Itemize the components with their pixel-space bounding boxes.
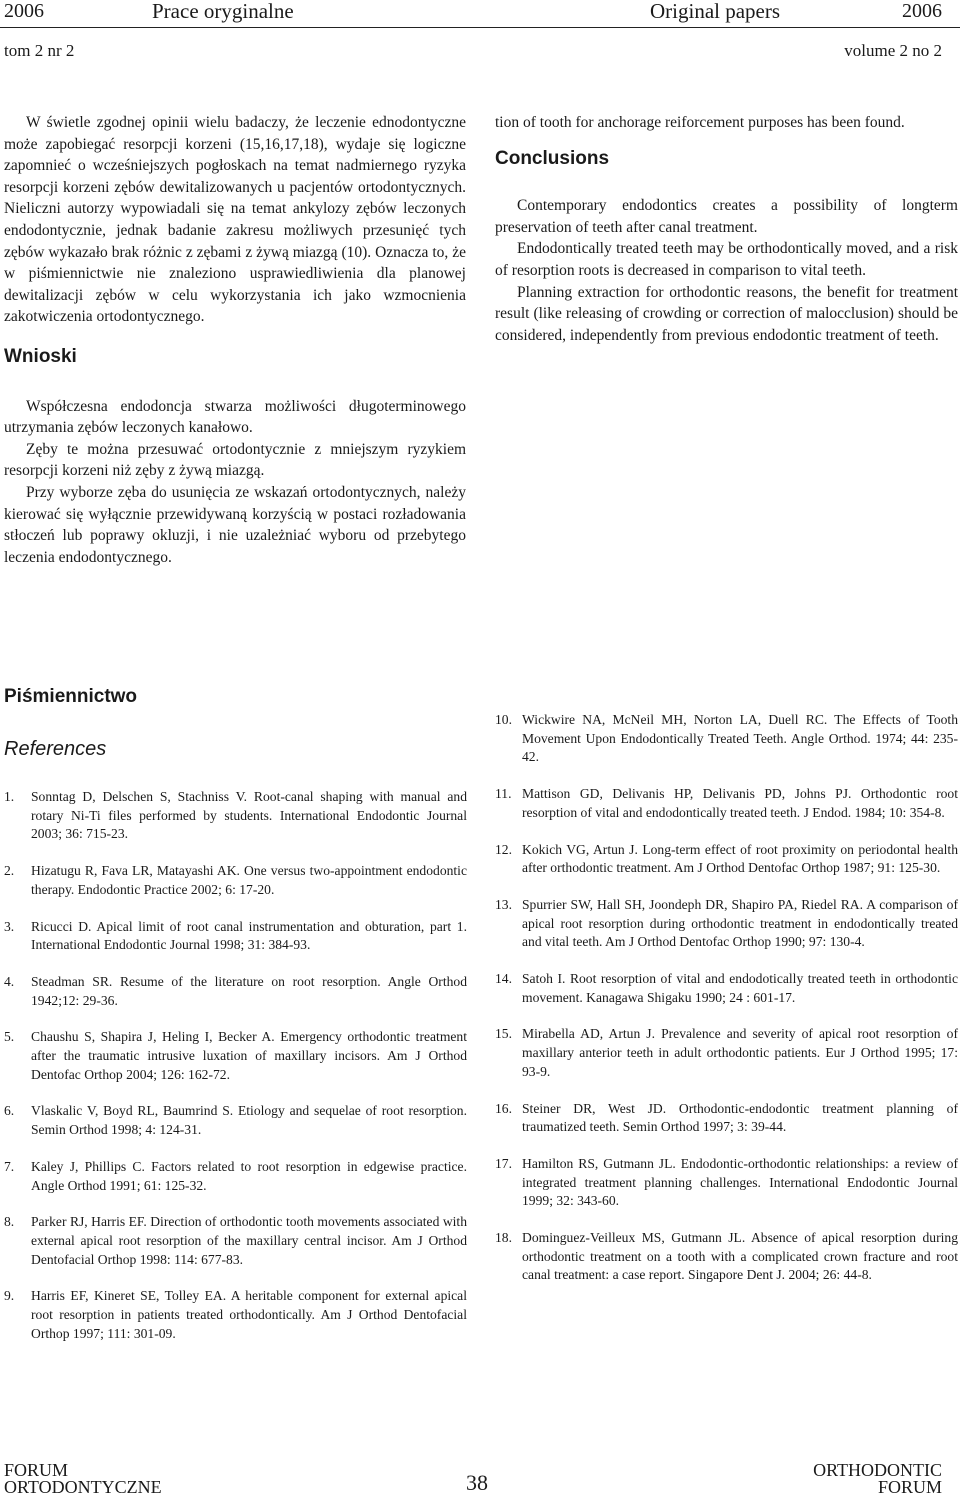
conclusion-1-pl: Współczesna endodoncja stwarza możliwości długoterminowego utrzymania zębów leczonych kanałowo. [4, 397, 466, 437]
reference-item [495, 785, 958, 822]
reference-text: Vlaskalic V, Boyd RL, Baumrind S. Etiology and sequelae of root resorption. Semin Orthod 1998; 4: 124-31. [31, 1103, 467, 1138]
reference-text: Chaushu S, Shapira J, Heling I, Becker A. Emergency orthodontic treatment after the traumatic intrusive luxation of maxillary incisors. Am J Orthod Dentofac Orthop 2004; 126: 162-72. [31, 1029, 467, 1082]
reference-item [495, 896, 958, 952]
reference-item [495, 711, 958, 767]
discussion-paragraph-en: tion of tooth for anchorage reiforcement purposes has been found. [495, 114, 905, 131]
conclusion-3-pl: Przy wyborze zęba do usunięcia ze wskazań ortodontycznych, należy kierować się wyłącznie przewidywaną korzyścią w postaci rozładowania stłoczeń lub poprawy okluzji, i nie uzależniać wyboru od przebytego leczenia endodontycznego. [4, 483, 466, 566]
right-column [495, 112, 958, 346]
page-number: 38 [466, 1470, 488, 1495]
footer-pl-line2: ORTODONTYCZNE [4, 1477, 162, 1497]
reference-text: Hizatugu R, Fava LR, Matayashi AK. One versus two-appointment endodontic therapy. Endodontic Practice 2002; 6: 17-20. [31, 863, 467, 897]
reference-text: Kokich VG, Artun J. Long-term effect of root proximity on periodontal health after orthodontic treatment. Am J Orthod Dentofac Orthop 1987; 91: 125-30. [522, 841, 958, 876]
reference-text: Satoh I. Root resorption of vital and endodotically treated teeth in orthodontic movement. Kanagawa Shigaku 1990; 24 : 601-17. [522, 971, 958, 1005]
footer-en-line1: ORTHODONTIC [813, 1460, 942, 1480]
reference-item [4, 862, 467, 899]
reference-number: 8. [4, 1214, 15, 1230]
reference-item [4, 1102, 467, 1139]
reference-item [4, 918, 467, 955]
reference-text: Sonntag D, Delschen S, Stachniss V. Root-canal shaping with manual and rotary Ni-Ti files performed by students. International Endodontic Journal 2003; 36: 715-23. [31, 789, 467, 842]
footer-journal-pl [4, 1462, 162, 1496]
reference-number: 7. [4, 1158, 15, 1174]
reference-item [495, 1229, 958, 1285]
reference-number: 10. [495, 712, 512, 727]
reference-number: 3. [4, 918, 15, 934]
reference-number: 2. [4, 863, 15, 879]
journal-section-en: Original papers [650, 0, 781, 23]
reference-item [4, 1213, 467, 1269]
reference-item [4, 973, 467, 1010]
header-year-left: 2006 [4, 0, 44, 22]
reference-text: Kaley J, Phillips C. Factors related to root resorption in edgewise practice. Angle Orthod 1991; 61: 125-32. [31, 1158, 467, 1193]
header-year-right: 2006 [902, 0, 942, 22]
issue-pl: tom 2 nr 2 [4, 41, 75, 60]
reference-number: 9. [4, 1288, 15, 1304]
conclusion-3-en: Planning extraction for orthodontic reasons, the benefit for treatment result (like releasing of crowding or correction of malocclusion) should be considered, independently from previous endodontic treatment of teeth. [495, 283, 958, 344]
reference-item [495, 1100, 958, 1137]
references-list-left [4, 788, 467, 1361]
journal-section-pl: Prace oryginalne [152, 0, 294, 23]
reference-text: Harris EF, Kineret SE, Tolley EA. A heritable component for external apical root resorption in patients treated orthodontically. Am J Orthod Dentofacial Orthop 1997; 111: 301-09. [31, 1288, 467, 1341]
left-column [4, 112, 466, 568]
reference-item [495, 970, 958, 1007]
reference-text: Dominguez-Veilleux MS, Gutmann JL. Absence of apical resorption during orthodontic treatment on a tooth with a complicated crown fracture and root canal treatment: a case report. Singapore Dent J. 2004; 26: 44-8. [522, 1230, 958, 1283]
reference-number: 1. [4, 789, 15, 804]
conclusion-1-en: Contemporary endodontics creates a possibility of longterm preservation of teeth after canal treatment. [495, 197, 958, 236]
reference-number: 6. [4, 1103, 15, 1119]
reference-item [495, 1155, 958, 1211]
references-heading-pl: Piśmiennictwo [4, 686, 138, 707]
conclusion-2-en: Endodontically treated teeth may be orthodontically moved, and a risk of resorption roots is decreased in comparison to vital teeth. [495, 240, 958, 279]
reference-number: 5. [4, 1029, 15, 1045]
reference-number: 16. [495, 1100, 512, 1116]
reference-text: Steadman SR. Resume of the literature on root resorption. Angle Orthod 1942;12: 29-36. [31, 973, 467, 1008]
footer-pl-line1: FORUM [4, 1460, 69, 1480]
reference-number: 17. [495, 1155, 512, 1171]
reference-item [4, 788, 467, 844]
discussion-paragraph-pl: W świetle zgodnej opinii wielu badaczy, że leczenie ednodontyczne może zapobiegać resorpcji korzeni (15,16,17,18), wydaje się logiczne zapomnieć o wcześniejszych pogłoskach na temat nadmiernego ryzyka resorpcji korzeni zębów dewitalizowanych u pacjentów ortodontycznych. Nieliczni autorzy wypowiadali się na temat ankylozy zębów leczonych endodontycznie, jednak badanie zakresu możliwych przesunięć tych zębów wykazało brak różnic z zębami z żywą miazgą (10). Oznacza to, że w piśmiennictwie nie znaleziono usprawiedliwienia dla planowej dewitalizacji zębów w celu wykorzystania ich jako wzmocnienia zakotwiczenia ortodontycznego. [4, 114, 466, 326]
conclusion-2-pl: Zęby te można przesuwać ortodontycznie z mniejszym ryzykiem resorpcji korzeni niż zęby z żywą miazgą. [4, 440, 466, 480]
reference-number: 4. [4, 973, 15, 989]
conclusions-heading-en: Conclusions [495, 147, 610, 169]
reference-text: Steiner DR, West JD. Orthodontic-endodontic treatment planning of traumatized teeth. Semin Orthod 1997; 3: 39-44. [522, 1100, 958, 1135]
issue-en: volume 2 no 2 [844, 41, 942, 60]
reference-number: 12. [495, 841, 512, 857]
references-list-right [495, 711, 958, 1303]
header-rule [0, 27, 960, 28]
reference-text: Mattison GD, Delivanis HP, Delivanis PD, Johns PJ. Orthodontic root resorption of vital and endodontically treated teeth. J Endod. 1984; 10: 354-8. [522, 786, 958, 820]
reference-text: Parker RJ, Harris EF. Direction of orthodontic tooth movements associated with external apical root resorption of the maxillary central incisor. Am J Orthod Dentofacial Orthop 1998: 114: 677-83. [31, 1214, 467, 1267]
reference-item [4, 1287, 467, 1343]
reference-text: Hamilton RS, Gutmann JL. Endodontic-orthodontic relationships: a review of integrated treatment planning challenges. International Endodontic Journal 1999; 32: 343-60. [522, 1155, 958, 1209]
reference-number: 18. [495, 1230, 512, 1246]
reference-item [495, 841, 958, 878]
reference-text: Mirabella AD, Artun J. Prevalence and severity of apical root resorption of maxillary anterior teeth in adult orthodontic patients. Eur J Orthod 1995; 17: 93-9. [522, 1026, 958, 1079]
reference-number: 13. [495, 896, 512, 912]
footer-journal-en [813, 1462, 942, 1496]
reference-number: 11. [495, 786, 512, 802]
footer-en-line2: FORUM [877, 1477, 942, 1497]
reference-text: Ricucci D. Apical limit of root canal instrumentation and obturation, part 1. International Endodontic Journal 1998; 31: 384-93. [31, 918, 467, 953]
reference-item [495, 1025, 958, 1081]
reference-item [4, 1028, 467, 1084]
conclusions-heading-pl: Wnioski [4, 345, 77, 367]
reference-number: 15. [495, 1026, 512, 1042]
reference-number: 14. [495, 971, 512, 987]
references-heading-en: References [4, 738, 107, 760]
reference-item [4, 1158, 467, 1195]
reference-text: Wickwire NA, McNeil MH, Norton LA, Duell RC. The Effects of Tooth Movement Upon Endodontically Treated Teeth. Angle Orthod. 1974; 44: 235-42. [522, 712, 958, 765]
reference-text: Spurrier SW, Hall SH, Joondeph DR, Shapiro PA, Riedel RA. A comparison of apical root resorption during orthodontic treatment in endodontically treated and vital teeth. Am J Orthod Dentofac Orthop 1990; 97: 130-4. [522, 896, 958, 950]
